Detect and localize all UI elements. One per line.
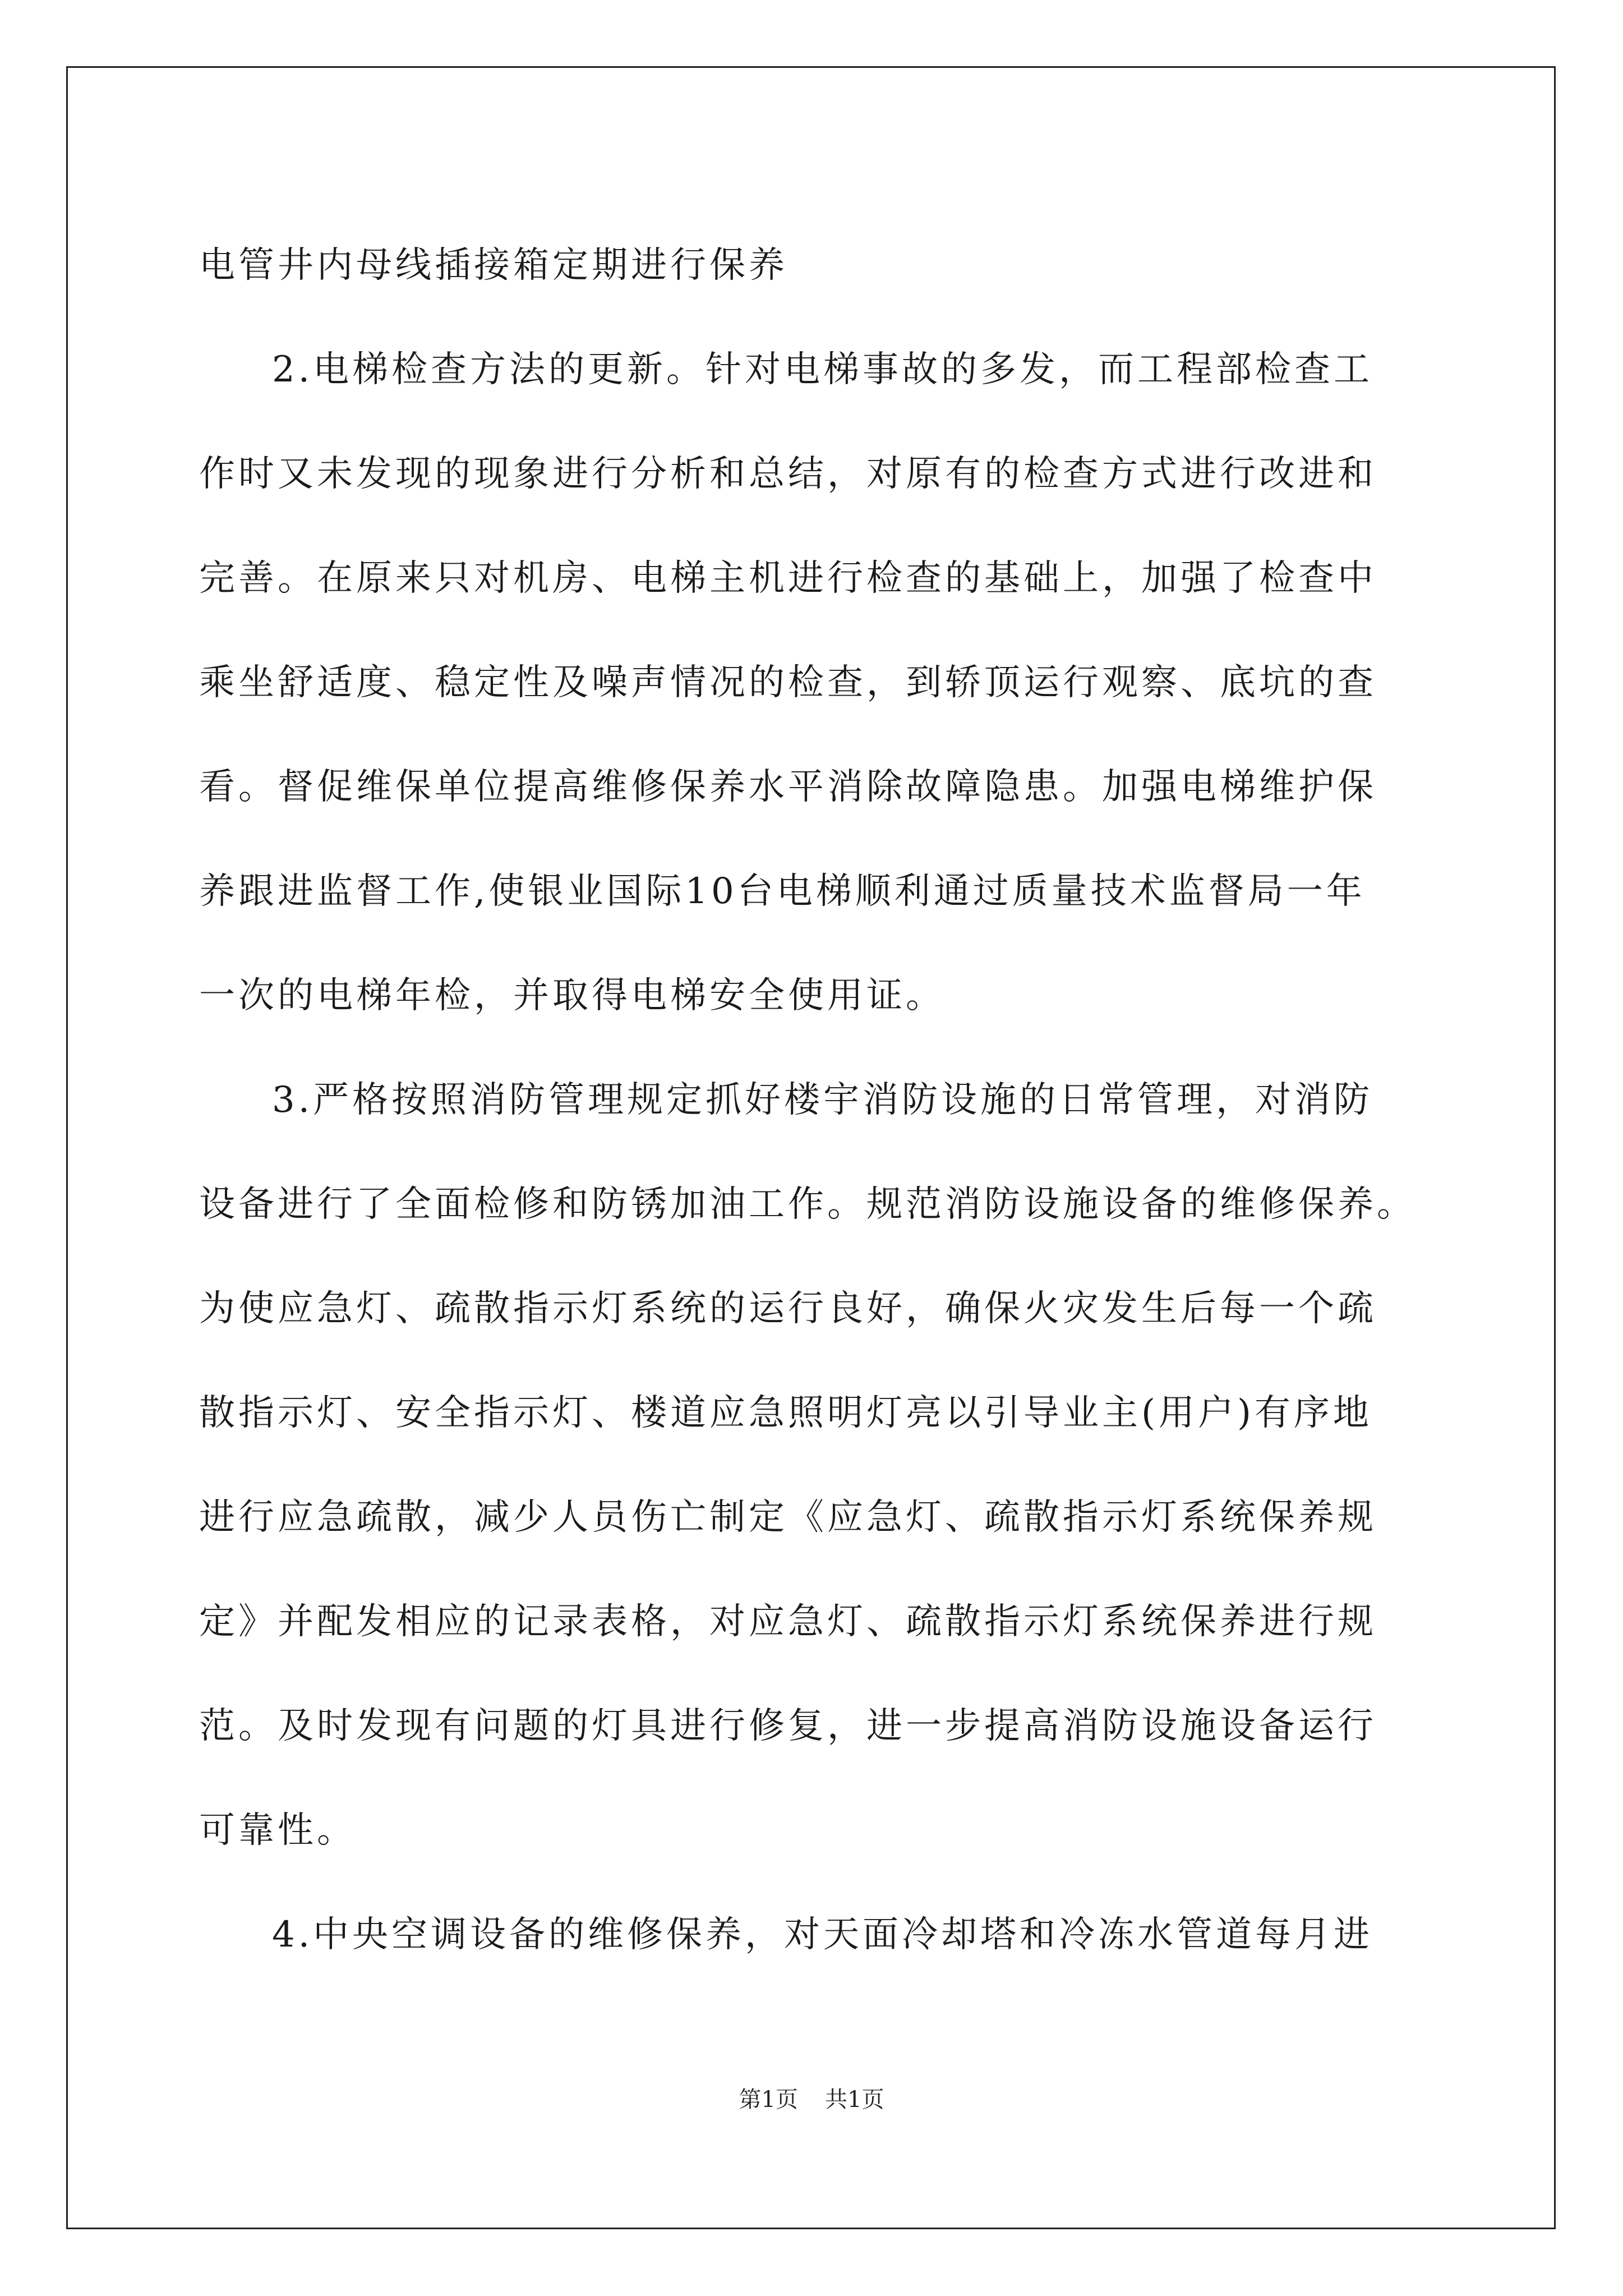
- text-line: 作时又未发现的现象进行分析和总结，对原有的检查方式进行改进和: [199, 453, 1377, 495]
- text-line: 4.中央空调设备的维修保养，对天面冷却塔和冷冻水管道每月进: [272, 1914, 1373, 1955]
- text-line: 电管井内母线插接箱定期进行保养: [199, 245, 788, 286]
- text-line: 为使应急灯、疏散指示灯系统的运行良好，确保火灾发生后每一个疏: [199, 1288, 1377, 1329]
- text-line: 设备进行了全面检修和防锈加油工作。规范消防设施设备的维修保养。: [199, 1184, 1416, 1225]
- text-line: 进行应急疏散，减少人员伤亡制定《应急灯、疏散指示灯系统保养规: [199, 1497, 1377, 1538]
- text-line: 范。及时发现有问题的灯具进行修复，进一步提高消防设施设备运行: [199, 1705, 1377, 1747]
- text-line: 散指示灯、安全指示灯、楼道应急照明灯亮以引导业主(用户)有序地: [199, 1392, 1372, 1434]
- text-line: 3.严格按照消防管理规定抓好楼宇消防设施的日常管理，对消防: [272, 1079, 1373, 1121]
- text-line: 看。督促维保单位提高维修保养水平消除故障隐患。加强电梯维护保: [199, 766, 1377, 808]
- text-line: 一次的电梯年检，并取得电梯安全使用证。: [199, 975, 945, 1016]
- text-line: 完善。在原来只对机房、电梯主机进行检查的基础上，加强了检查中: [199, 558, 1377, 599]
- text-line: 2.电梯检查方法的更新。针对电梯事故的多发，而工程部检查工: [272, 349, 1373, 390]
- text-line: 养跟进监督工作,使银业国际10台电梯顺利通过质量技术监督局一年: [199, 871, 1366, 912]
- text-line: 可靠性。: [199, 1810, 356, 1851]
- page-number: 第1页: [739, 2087, 798, 2113]
- text-line: 乘坐舒适度、稳定性及噪声情况的检查，到轿顶运行观察、底坑的查: [199, 662, 1377, 703]
- page-total: 共1页: [825, 2087, 884, 2113]
- page-footer: [0, 2086, 1623, 2114]
- document-body: [199, 213, 1433, 1987]
- text-line: 定》并配发相应的记录表格，对应急灯、疏散指示灯系统保养进行规: [199, 1601, 1377, 1642]
